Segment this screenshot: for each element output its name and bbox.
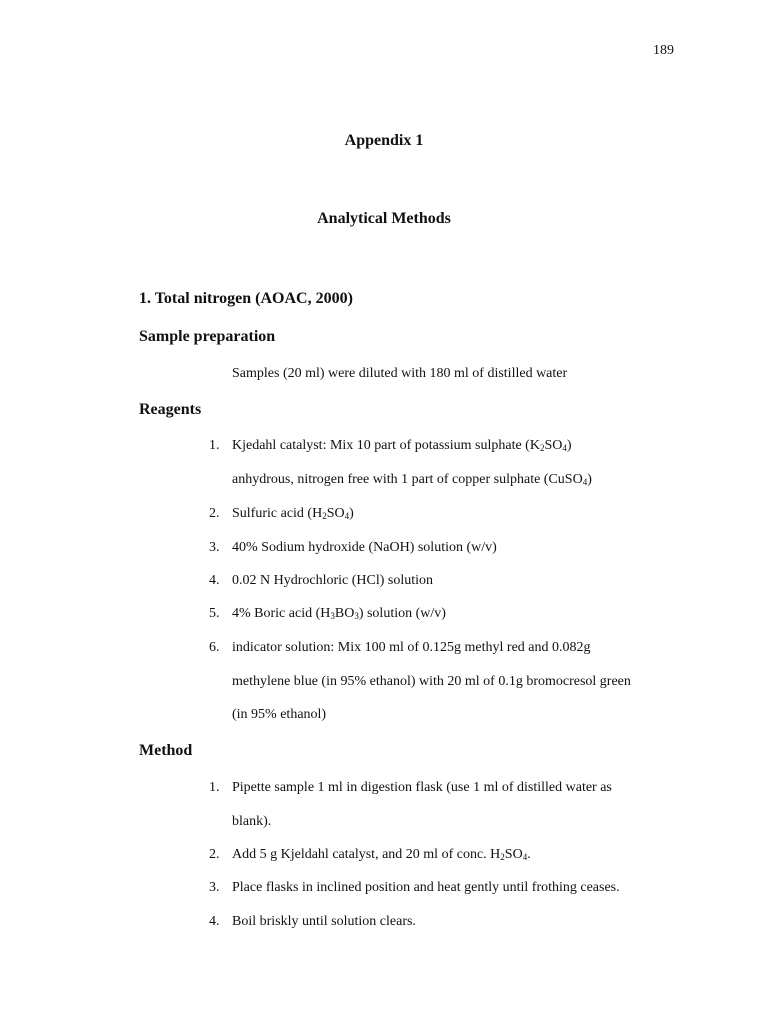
- sample-preparation-text: Samples (20 ml) were diluted with 180 ml of distilled water: [232, 366, 568, 381]
- method-step-text: Pipette sample 1 ml in digestion flask (use 1 ml of distilled water as: [232, 780, 612, 795]
- reagent-text: Sulfuric acid $(H_2SO_4)$: [232, 506, 354, 521]
- reagent-text: (in 95% ethanol): [232, 707, 327, 722]
- reagent-number: 6.: [209, 640, 220, 655]
- method-step-number: 3.: [209, 880, 220, 895]
- reagent-text: methylene blue (in 95% ethanol) with 20 ml of 0.1g bromocresol green: [232, 674, 631, 689]
- reagent-text: indicator solution: Mix 100 ml of 0.125g methyl red and 0.082g: [232, 640, 591, 655]
- appendix-title: Appendix 1: [344, 132, 424, 149]
- reagents-heading: Reagents: [139, 401, 202, 418]
- reagent-number: 1.: [209, 438, 220, 453]
- reagent-text: 40% Sodium hydroxide (NaOH) solution (w/v): [232, 540, 497, 555]
- method-step-number: 1.: [209, 780, 220, 795]
- method-step-text: Place flasks in inclined position and heat gently until frothing ceases.: [232, 880, 620, 895]
- method-step-text: Add 5 g Kjeldahl catalyst, and 20 ml of conc. $H_2SO_4$.: [232, 847, 531, 862]
- page-number: 189: [653, 43, 674, 58]
- method-step-number: 2.: [209, 847, 220, 862]
- reagent-text: anhydrous, nitrogen free with 1 part of copper sulphate (CuSO$_4$): [232, 472, 592, 487]
- method-step-number: 4.: [209, 914, 220, 929]
- section-title: Analytical Methods: [317, 210, 451, 227]
- reagent-text: 0.02 N Hydrochloric (HCl) solution: [232, 573, 434, 588]
- reagent-text: Kjedahl catalyst: Mix 10 part of potassium sulphate $(K_2SO_4)$: [232, 438, 572, 453]
- reagent-number: 4.: [209, 573, 220, 588]
- reagent-number: 5.: [209, 606, 220, 621]
- reagent-text: 4% Boric acid $(H_3BO_3)$ solution (w/v): [232, 606, 446, 621]
- method-step-text: Boil briskly until solution clears.: [232, 914, 416, 929]
- sample-preparation-heading: Sample preparation: [139, 328, 276, 345]
- reagent-number: 2.: [209, 506, 220, 521]
- method-subheading: Method: [139, 742, 193, 759]
- reagent-number: 3.: [209, 540, 220, 555]
- method-heading: 1. Total nitrogen (AOAC, 2000): [139, 290, 353, 307]
- method-step-text: blank).: [232, 814, 272, 829]
